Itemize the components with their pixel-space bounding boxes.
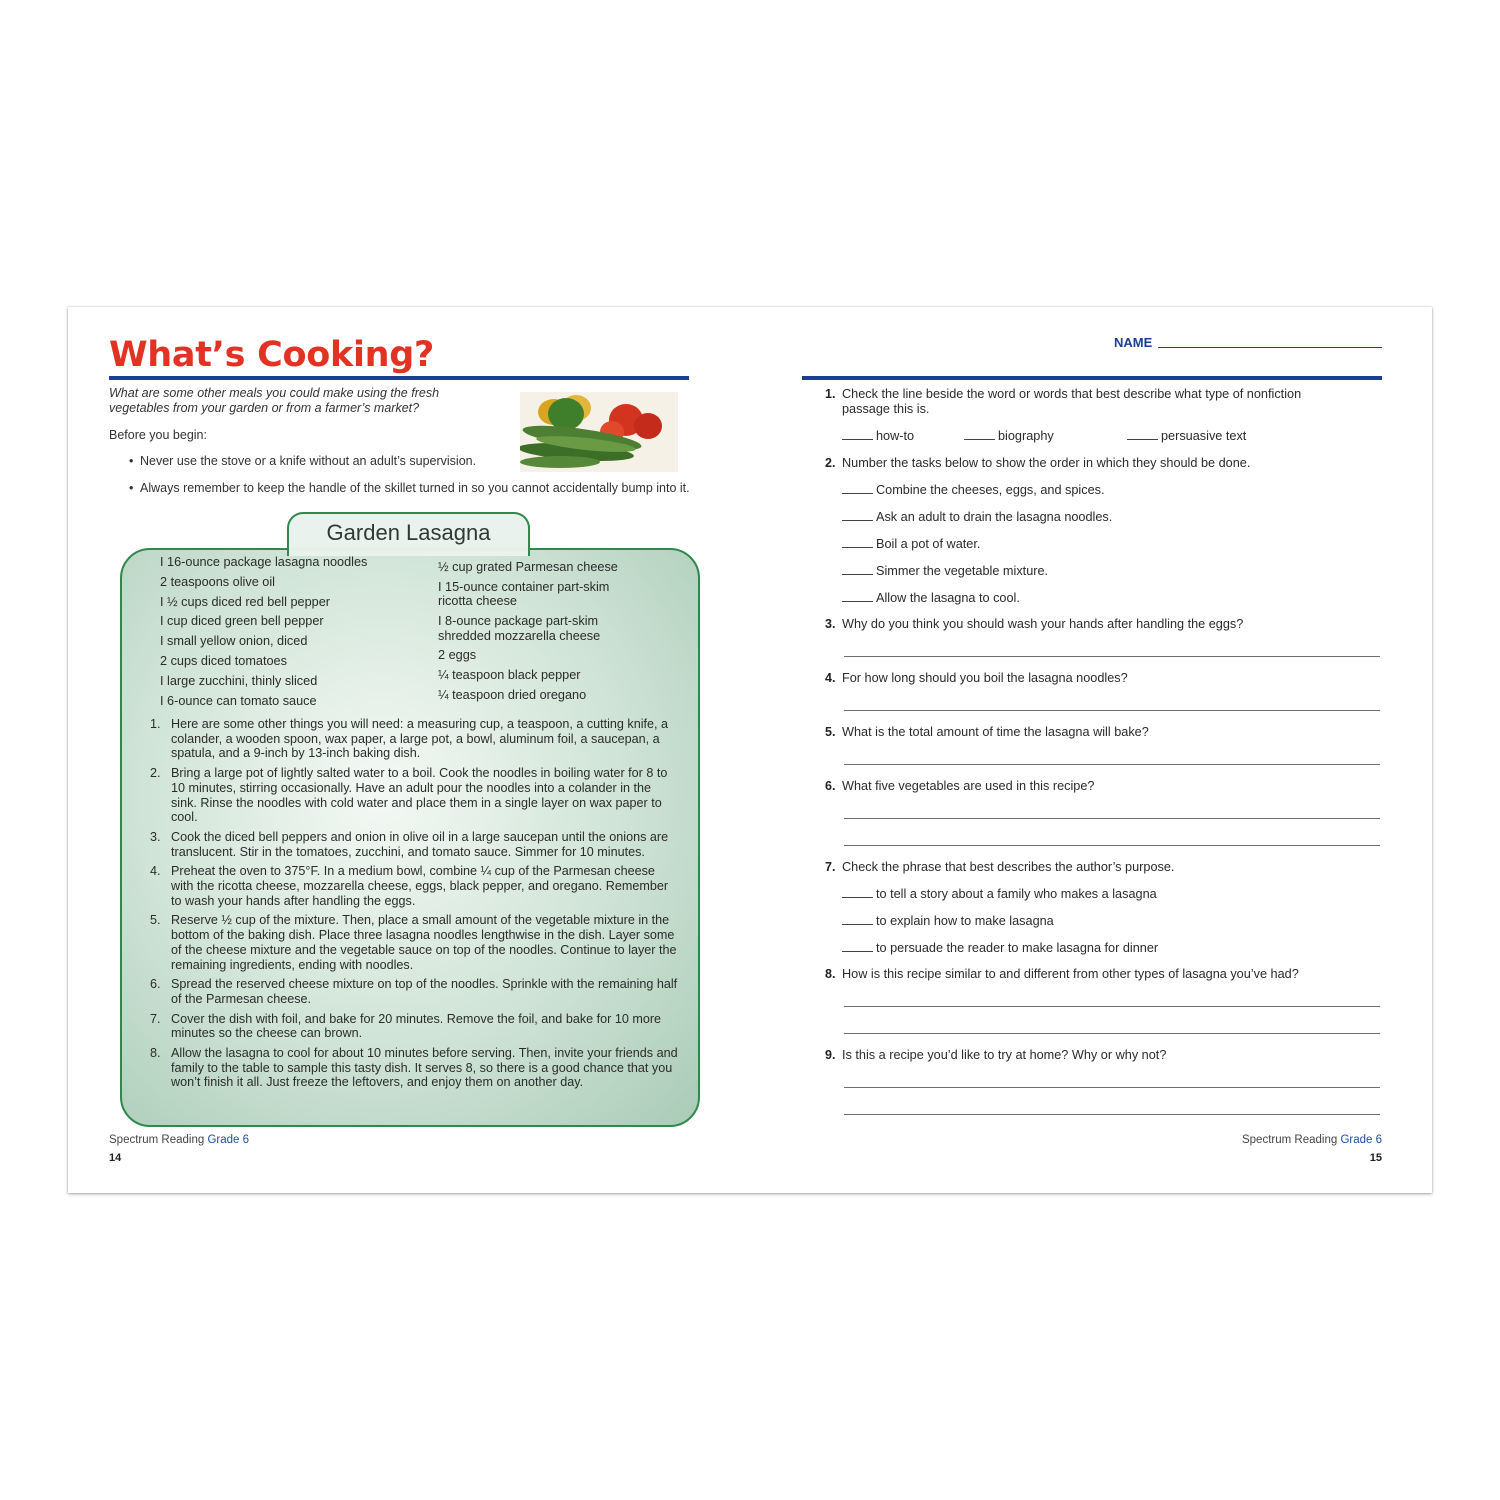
- question-number: 3.: [825, 617, 836, 631]
- question-number: 6.: [825, 779, 836, 793]
- option-label: to persuade the reader to make lasagna for dinner: [876, 941, 1159, 955]
- footer-series: Spectrum Reading: [1241, 1134, 1338, 1146]
- option-label: how-to: [876, 429, 915, 443]
- q2-task[interactable]: [842, 483, 1105, 497]
- option-label: to tell a story about a family who makes a lasagna: [876, 887, 1157, 901]
- ingredient: ½ cup grated Parmesan cheese: [438, 560, 618, 574]
- question-number: 2.: [825, 456, 836, 470]
- q7-option[interactable]: [842, 914, 1054, 928]
- recipe-step: [150, 977, 680, 1006]
- ingredient: ¼ teaspoon black pepper: [438, 668, 581, 683]
- step-number: 3.: [150, 829, 161, 844]
- question-number: 4.: [825, 671, 836, 685]
- intro-question: What are some other meals you could make using the fresh vegetables from your garden or from a farmer’s market?: [109, 386, 440, 415]
- page-number: 14: [109, 1152, 122, 1164]
- q2-task[interactable]: [842, 591, 1020, 605]
- answer-line[interactable]: [844, 710, 1380, 711]
- option-label: Allow the lasagna to cool.: [876, 591, 1020, 605]
- step-text: Bring a large pot of lightly salted water to a boil. Cook the noodles in boiling water for 8 to 10 minutes, stirring occasionally. Have an adult pour the noodles into a colander in the sink. Rinse the noodles with cold water and place them in a single layer on wax paper to cool.: [171, 766, 668, 825]
- footer-brand: [1242, 1134, 1382, 1146]
- answer-blank[interactable]: [842, 574, 873, 575]
- q2-task[interactable]: [842, 564, 1048, 578]
- page-number: 15: [1369, 1152, 1382, 1164]
- recipe-steps: [150, 717, 680, 1095]
- step-text: Spread the reserved cheese mixture on top of the noodles. Sprinkle with the remaining half of the Parmesan cheese.: [171, 977, 678, 1006]
- step-number: 6.: [150, 977, 161, 992]
- answer-line[interactable]: [844, 1006, 1380, 1007]
- question-text: How is this recipe similar to and different from other types of lasagna you’ve had?: [842, 967, 1299, 981]
- footer-grade: Grade 6: [207, 1134, 250, 1146]
- question-text: Check the phrase that best describes the author’s purpose.: [842, 860, 1175, 874]
- q1-option-biography[interactable]: [964, 429, 1054, 443]
- step-text: Cook the diced bell peppers and onion in olive oil in a large saucepan until the onions are translucent. Stir in the tomatoes, zucchini, and tomato sauce. Simmer for 10 minutes.: [171, 829, 669, 859]
- question-text: Is this a recipe you’d like to try at home? Why or why not?: [842, 1048, 1167, 1062]
- ingredient: I 6-ounce can tomato sauce: [160, 693, 317, 708]
- ingredients-list-right: [438, 560, 638, 708]
- question-text: Check the line beside the word or words that best describe what type of nonfiction passage this is.: [842, 387, 1302, 416]
- answer-blank[interactable]: [964, 439, 995, 440]
- answer-blank[interactable]: [842, 951, 873, 952]
- footer-series: Spectrum Reading: [109, 1134, 205, 1146]
- answer-line[interactable]: [844, 656, 1380, 657]
- ingredients-list-left: [160, 553, 367, 711]
- step-number: 1.: [150, 717, 161, 731]
- q7-option[interactable]: [842, 887, 1157, 901]
- recipe-title: Garden Lasagna: [287, 512, 530, 556]
- answer-line[interactable]: [844, 1114, 1380, 1115]
- step-number: 8.: [150, 1046, 161, 1061]
- safety-item: • Always remember to keep the handle of the skillet turned in so you cannot accidentally bump into it.: [129, 481, 699, 496]
- recipe-step: [150, 1046, 680, 1090]
- answer-blank[interactable]: [842, 493, 873, 494]
- answer-blank[interactable]: [842, 897, 873, 898]
- answer-line[interactable]: [844, 845, 1380, 846]
- ingredient: I large zucchini, thinly sliced: [160, 673, 318, 688]
- ingredient: ¼ teaspoon dried oregano: [438, 687, 587, 702]
- step-text: Allow the lasagna to cool for about 10 minutes before serving. Then, invite your friends and family to the table to sample this tasty dish. It serves 8, so there is a good chance that you won’t finish it all. Just freeze the leftovers, and enjoy them on another day.: [171, 1046, 678, 1090]
- question-text: What is the total amount of time the lasagna will bake?: [842, 725, 1149, 739]
- step-number: 5.: [150, 913, 161, 928]
- answer-line[interactable]: [844, 764, 1380, 765]
- answer-line[interactable]: [844, 818, 1380, 819]
- q1-option-persuasive[interactable]: [1127, 429, 1246, 443]
- before-you-begin: Before you begin:: [109, 428, 207, 442]
- question-text: What five vegetables are used in this recipe?: [842, 779, 1095, 793]
- recipe-step: [150, 1012, 680, 1041]
- q1-option-how-to[interactable]: [842, 429, 914, 443]
- q7-option[interactable]: [842, 941, 1158, 955]
- answer-blank[interactable]: [842, 924, 873, 925]
- question-text: Number the tasks below to show the order in which they should be done.: [842, 456, 1251, 470]
- question-number: 5.: [825, 725, 836, 739]
- name-field[interactable]: [1158, 347, 1382, 348]
- option-label: Ask an adult to drain the lasagna noodles.: [876, 510, 1113, 524]
- option-label: Simmer the vegetable mixture.: [876, 564, 1049, 578]
- workbook-spread: [68, 307, 1432, 1193]
- header-rule: [802, 376, 1382, 380]
- question-number: 9.: [825, 1048, 836, 1062]
- recipe-step: [150, 830, 680, 859]
- safety-list: [129, 454, 699, 508]
- step-number: 7.: [150, 1011, 161, 1026]
- name-label: NAME: [1114, 335, 1153, 350]
- answer-blank[interactable]: [842, 601, 873, 602]
- option-label: biography: [998, 429, 1054, 443]
- recipe-step: [150, 766, 680, 825]
- step-text: Cover the dish with foil, and bake for 20 minutes. Remove the foil, and bake for 10 more minutes so the cheese can brown.: [171, 1011, 662, 1041]
- ingredient: 2 eggs: [438, 648, 477, 663]
- ingredient: I cup diced green bell pepper: [160, 614, 324, 629]
- question-number: 8.: [825, 967, 836, 981]
- recipe-step: [150, 864, 680, 908]
- answer-blank[interactable]: [842, 520, 873, 521]
- question-text: Why do you think you should wash your hands after handling the eggs?: [842, 617, 1244, 631]
- ingredient: 2 cups diced tomatoes: [160, 653, 287, 668]
- question-number: 7.: [825, 860, 836, 874]
- ingredient: I ½ cups diced red bell pepper: [160, 594, 330, 609]
- q2-task[interactable]: [842, 510, 1112, 524]
- question-number: 1.: [825, 387, 836, 401]
- step-text: Preheat the oven to 375°F. In a medium bowl, combine ¼ cup of the Parmesan cheese with the ricotta cheese, mozzarella cheese, eggs, black pepper, and oregano. Remember to wash your hands after handling the eggs.: [171, 864, 669, 908]
- page-title: What’s Cooking?: [109, 335, 435, 375]
- recipe-step: [150, 717, 680, 761]
- step-number: 2.: [150, 766, 161, 781]
- step-text: Reserve ½ cup of the mixture. Then, place a small amount of the vegetable mixture in the bottom of the baking dish. Place three lasagna noodles lengthwise in the dish. Layer some of the cheese mixture and the vegetable sauce on top of the noodles. Continue to layer the remaining ingredients, ending with noodles.: [171, 913, 677, 972]
- recipe-tab-join: [289, 547, 528, 551]
- right-page: [750, 307, 1432, 1193]
- answer-blank[interactable]: [842, 547, 873, 548]
- option-label: Boil a pot of water.: [876, 537, 981, 551]
- answer-blank[interactable]: [842, 439, 873, 440]
- answer-line[interactable]: [844, 1033, 1380, 1034]
- answer-blank[interactable]: [1127, 439, 1158, 440]
- footer-grade: Grade 6: [1340, 1134, 1382, 1146]
- left-page: [68, 307, 750, 1193]
- ingredient: 2 teaspoons olive oil: [160, 574, 275, 589]
- title-rule: [109, 376, 689, 380]
- recipe-step: [150, 913, 680, 972]
- question-text: For how long should you boil the lasagna noodles?: [842, 671, 1128, 685]
- step-number: 4.: [150, 864, 161, 879]
- ingredient: I 8-ounce package part-skim shredded mozzarella cheese: [438, 614, 601, 643]
- answer-line[interactable]: [844, 1087, 1380, 1088]
- ingredient: I small yellow onion, diced: [160, 634, 308, 649]
- ingredient: I 15-ounce container part-skim ricotta cheese: [438, 579, 610, 609]
- step-text: Here are some other things you will need: a measuring cup, a teaspoon, a cutting knife, a colander, a wooden spoon, wax paper, a large pot, a bowl, aluminum foil, a saucepan, a spatula, and a 9-inch by 13-inch baking dish.: [171, 717, 669, 761]
- footer-brand: [109, 1134, 249, 1146]
- q2-task[interactable]: [842, 537, 980, 551]
- ingredient: I 16-ounce package lasagna noodles: [160, 555, 368, 569]
- option-label: to explain how to make lasagna: [876, 914, 1054, 928]
- option-label: Combine the cheeses, eggs, and spices.: [876, 483, 1105, 497]
- option-label: persuasive text: [1161, 429, 1247, 443]
- safety-item: • Never use the stove or a knife without an adult’s supervision.: [129, 454, 699, 469]
